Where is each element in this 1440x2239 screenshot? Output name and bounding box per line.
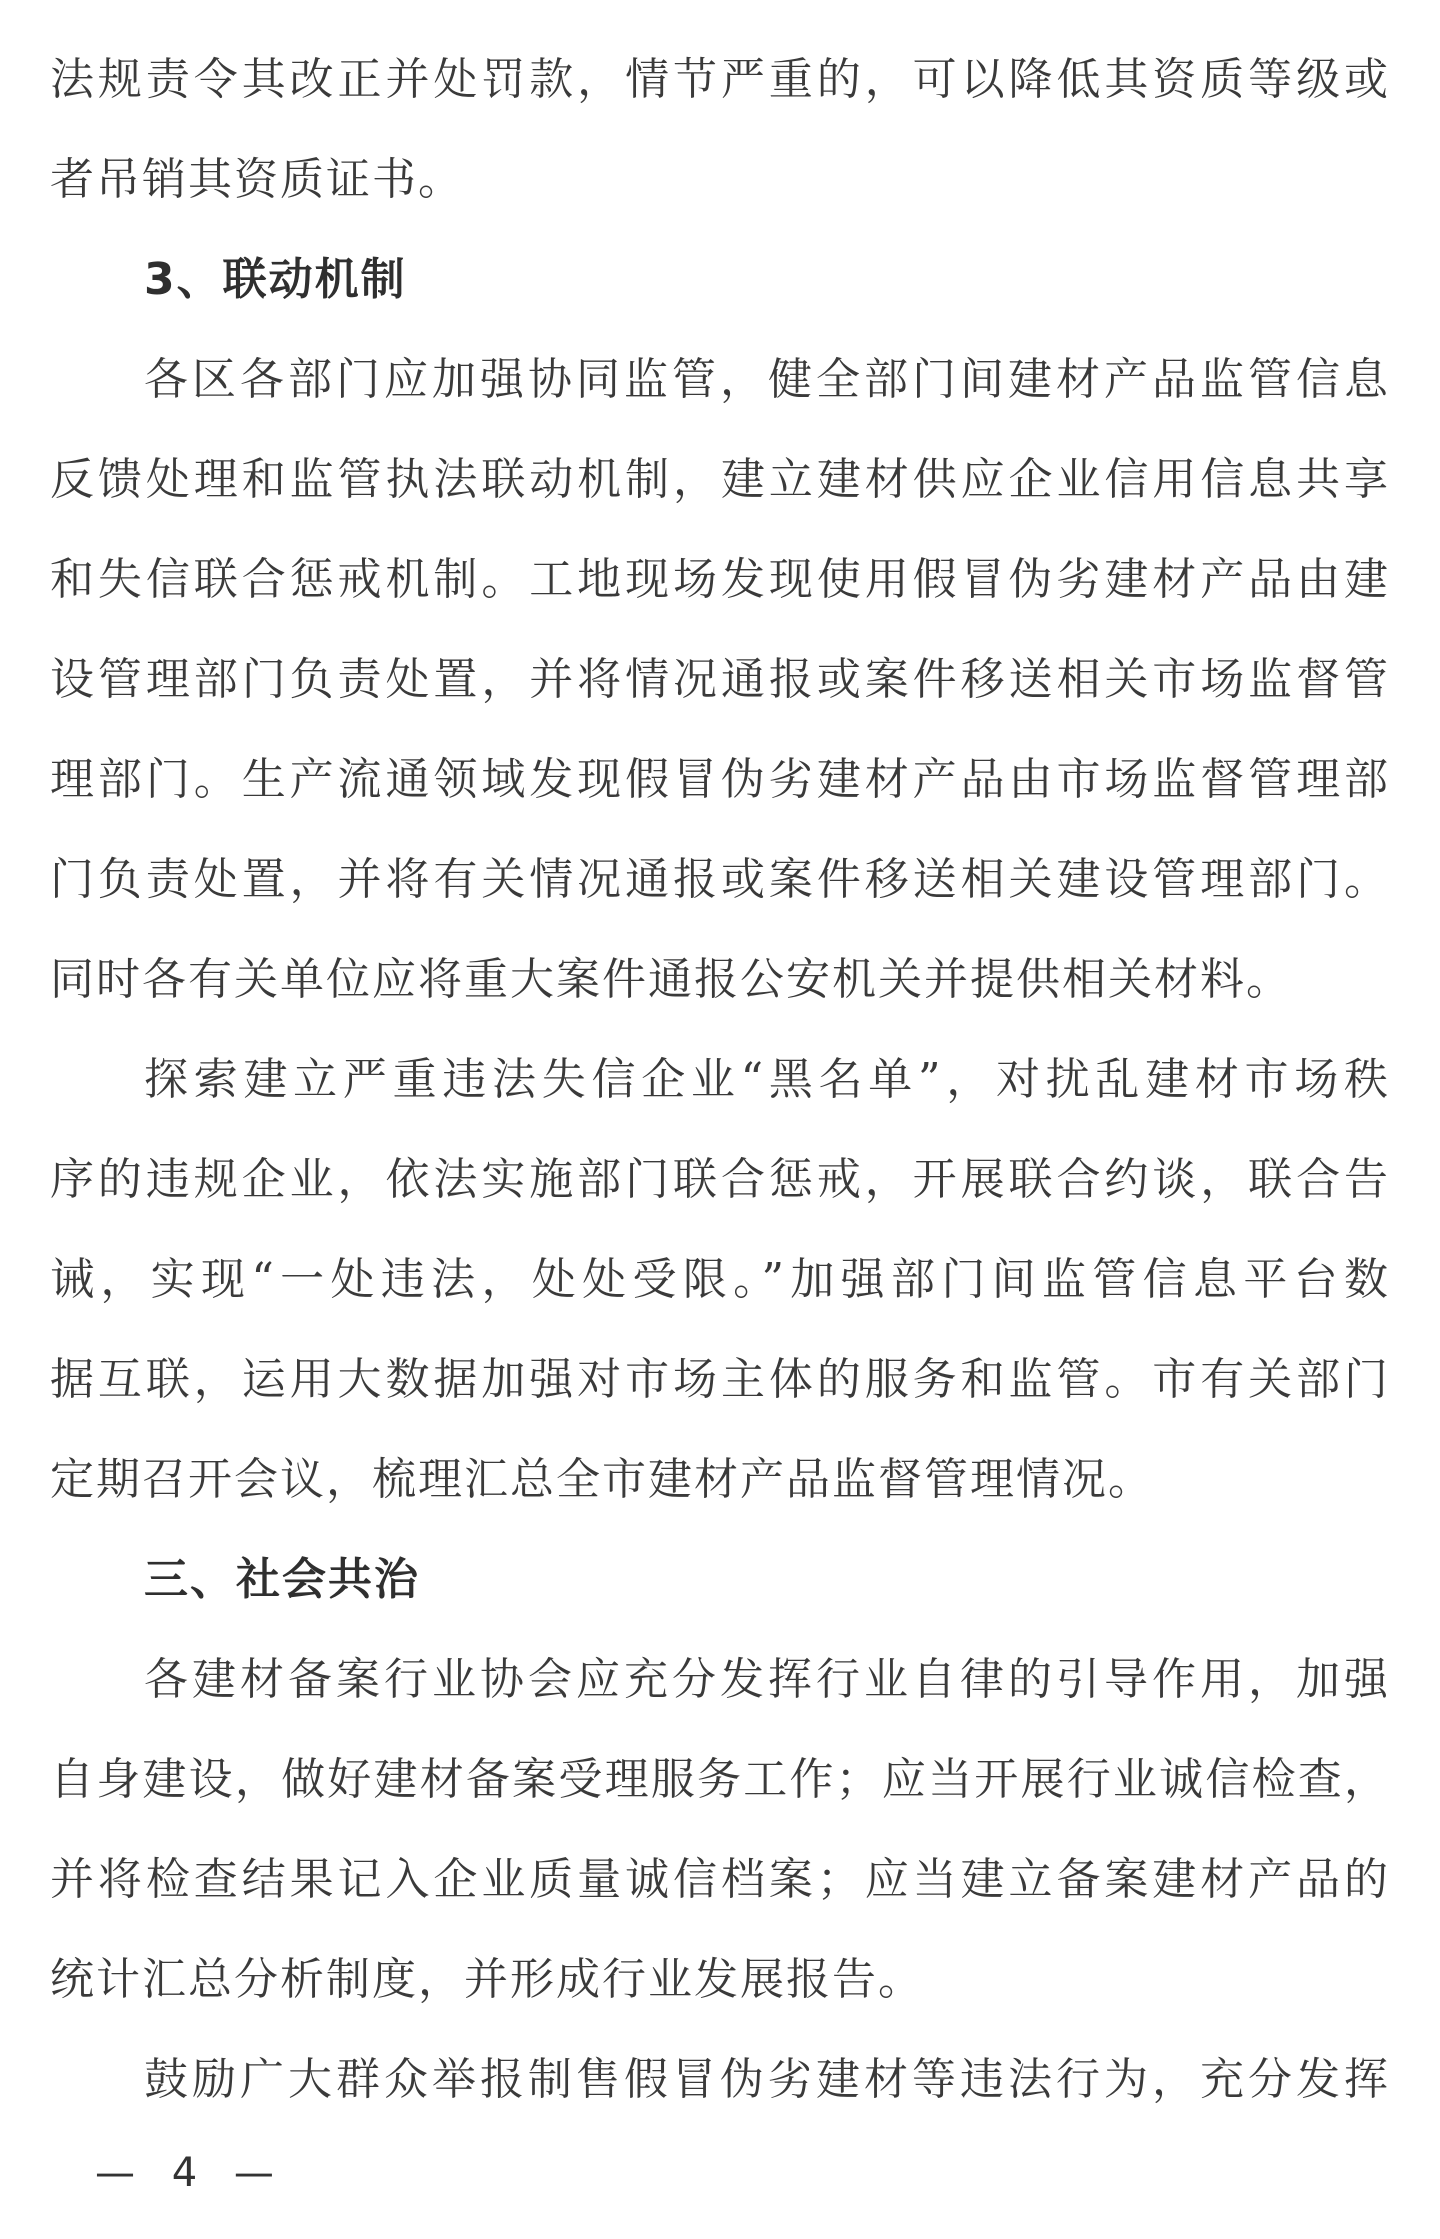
text-line-4: 各区各部门应加强协同监管，健全部门间建材产品监管信息 (144, 354, 1390, 405)
text-line-18: 自身建设，做好建材备案受理服务工作；应当开展行业诚信检查， (50, 1754, 1390, 1805)
text-line-10: 同时各有关单位应将重大案件通报公安机关并提供相关材料。 (50, 954, 1292, 1005)
text-line-21: 鼓励广大群众举报制售假冒伪劣建材等违法行为，充分发挥 (144, 2054, 1390, 2105)
text-line-19: 并将检查结果记入企业质量诚信档案；应当建立备案建材产品的 (50, 1854, 1390, 1905)
text-line-13: 诫，实现“一处违法，处处受限。”加强部门间监管信息平台数 (50, 1254, 1390, 1305)
text-line-15: 定期召开会议，梳理汇总全市建材产品监督管理情况。 (50, 1454, 1154, 1505)
page-number (95, 2150, 286, 2196)
text-line-11: 探索建立严重违法失信企业“黑名单”，对扰乱建材市场秩 (144, 1054, 1390, 1105)
text-line-14: 据互联，运用大数据加强对市场主体的服务和监管。市有关部门 (50, 1354, 1390, 1405)
text-line-1: 法规责令其改正并处罚款，情节严重的，可以降低其资质等级或 (50, 54, 1390, 105)
text-line-5: 反馈处理和监管执法联动机制，建立建材供应企业信用信息共享 (50, 454, 1390, 505)
text-line-7: 设管理部门负责处置，并将情况通报或案件移送相关市场监督管 (50, 654, 1390, 705)
text-line-17: 各建材备案行业协会应充分发挥行业自律的引导作用，加强 (144, 1654, 1390, 1705)
section-heading-linkage-mechanism: 3、联动机制 (144, 254, 407, 305)
text-line-2: 者吊销其资质证书。 (50, 154, 464, 205)
page-number-dash-right: — (233, 2150, 286, 2196)
text-line-12: 序的违规企业，依法实施部门联合惩戒，开展联合约谈，联合告 (50, 1154, 1390, 1205)
page-number-value: 4 (171, 2150, 210, 2196)
text-line-9: 门负责处置，并将有关情况通报或案件移送相关建设管理部门。 (50, 854, 1390, 905)
text-line-6: 和失信联合惩戒机制。工地现场发现使用假冒伪劣建材产品由建 (50, 554, 1390, 605)
section-heading-social-co-governance: 三、社会共治 (144, 1554, 420, 1605)
text-line-8: 理部门。生产流通领域发现假冒伪劣建材产品由市场监督管理部 (50, 754, 1390, 805)
text-line-20: 统计汇总分析制度，并形成行业发展报告。 (50, 1954, 924, 2005)
page-number-dash-left: — (95, 2150, 147, 2196)
